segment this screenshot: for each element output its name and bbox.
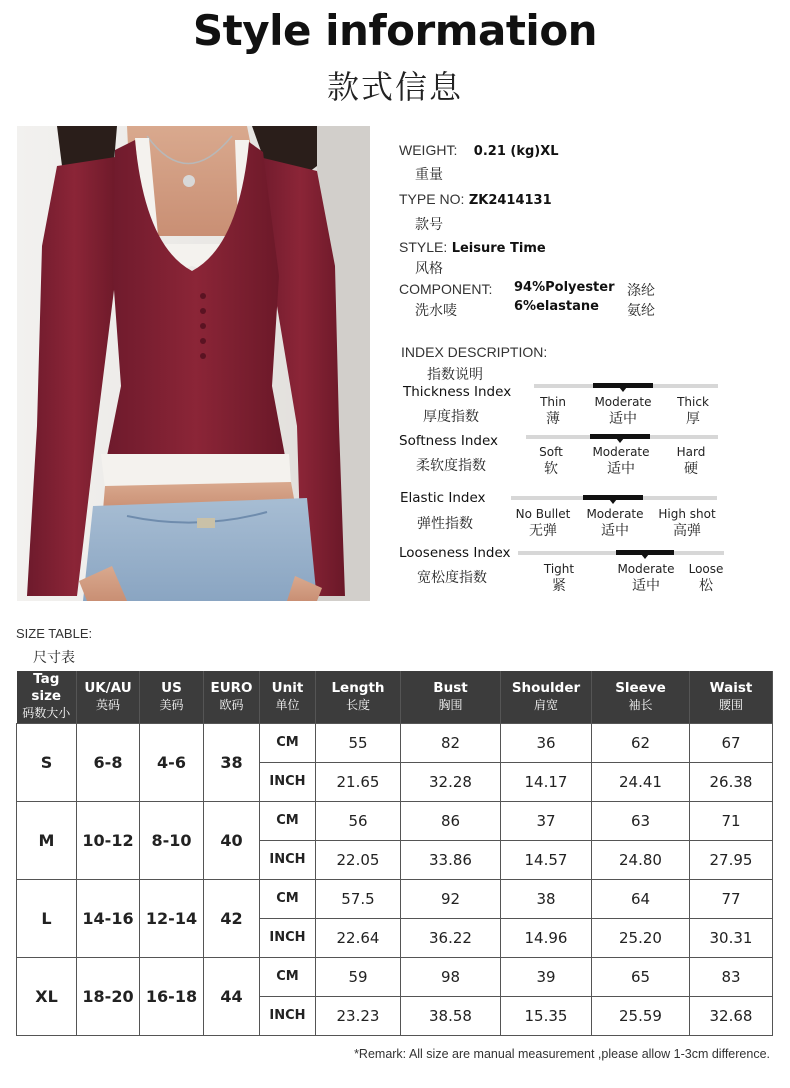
euro-cell: 44 — [204, 957, 260, 1035]
waist-cell: 83 — [690, 957, 773, 996]
sleeve-cell: 65 — [592, 957, 690, 996]
product-photo — [17, 126, 370, 601]
weight-value: 0.21 (kg)XL — [473, 144, 559, 159]
us-cell: 16-18 — [140, 957, 204, 1035]
sleeve-cell: 25.59 — [592, 996, 690, 1035]
type-label: TYPE NO: — [399, 191, 465, 207]
style-row — [399, 239, 546, 256]
looseness-option-loose: Loose 松 — [688, 562, 724, 594]
table-row — [17, 723, 773, 762]
bust-cell: 98 — [401, 957, 501, 996]
euro-cell: 40 — [204, 801, 260, 879]
thickness-scale — [534, 384, 718, 388]
bust-cell: 92 — [401, 879, 501, 918]
uk-cell: 10-12 — [77, 801, 140, 879]
style-cn: 风格 — [415, 261, 443, 277]
waist-cell: 71 — [690, 801, 773, 840]
page-title-cn: 款式信息 — [326, 68, 463, 106]
unit-cell: CM — [260, 957, 316, 996]
waist-cell: 67 — [690, 723, 773, 762]
table-row — [17, 801, 773, 840]
elastic-scale — [511, 496, 717, 500]
type-cn: 款号 — [415, 217, 443, 233]
elastic-option-moderate: Moderate 适中 — [586, 507, 644, 539]
thickness-marker-icon — [619, 387, 627, 392]
softness-index-label: Softness Index — [399, 433, 499, 449]
shoulder-cell: 14.96 — [501, 918, 592, 957]
page-title: Style information — [192, 6, 598, 55]
shoulder-cell: 38 — [501, 879, 592, 918]
remark-note: *Remark: All size are manual measurement ,please allow 1-3cm difference. — [354, 1047, 770, 1061]
shoulder-cell: 37 — [501, 801, 592, 840]
bust-cell: 33.86 — [401, 840, 501, 879]
waist-cell: 27.95 — [690, 840, 773, 879]
shoulder-cell: 15.35 — [501, 996, 592, 1035]
bust-cell: 38.58 — [401, 996, 501, 1035]
size-table-label-cn: 尺寸表 — [33, 650, 75, 666]
us-cell: 8-10 — [140, 801, 204, 879]
softness-marker-icon — [616, 438, 624, 443]
softness-option-hard: Hard 硬 — [676, 445, 706, 477]
type-row — [399, 191, 552, 208]
waist-cell: 32.68 — [690, 996, 773, 1035]
sleeve-cell: 25.20 — [592, 918, 690, 957]
weight-label: WEIGHT: — [399, 142, 458, 158]
euro-cell: 38 — [204, 723, 260, 801]
thickness-option-thick: Thick 厚 — [677, 395, 709, 427]
length-cell: 21.65 — [316, 762, 401, 801]
size-cell: M — [17, 801, 77, 879]
weight-row — [399, 142, 559, 159]
euro-cell: 42 — [204, 879, 260, 957]
elastic-index-label: Elastic Index — [400, 490, 486, 506]
size-cell: L — [17, 879, 77, 957]
unit-cell: CM — [260, 723, 316, 762]
thickness-index-label: Thickness Index — [403, 384, 512, 400]
component-1: 94%Polyester — [514, 280, 615, 295]
us-cell: 4-6 — [140, 723, 204, 801]
component-label: COMPONENT: — [399, 281, 493, 297]
looseness-index-label: Looseness Index — [399, 545, 511, 561]
elastic-index-cn: 弹性指数 — [417, 516, 473, 532]
thickness-option-moderate: Moderate 适中 — [594, 395, 652, 427]
uk-cell: 18-20 — [77, 957, 140, 1035]
header-uk-au: UK/AU 英码 — [77, 671, 140, 723]
table-row — [17, 879, 773, 918]
length-cell: 22.05 — [316, 840, 401, 879]
weight-cn: 重量 — [415, 167, 443, 183]
softness-option-soft: Soft 软 — [539, 445, 563, 477]
index-description-label: INDEX DESCRIPTION: — [401, 344, 548, 360]
product-illustration — [17, 126, 370, 601]
elastic-option-high-shot: High shot 高弹 — [658, 507, 716, 539]
unit-cell: INCH — [260, 918, 316, 957]
shoulder-cell: 14.17 — [501, 762, 592, 801]
bust-cell: 86 — [401, 801, 501, 840]
type-value: ZK2414131 — [468, 193, 552, 208]
bust-cell: 36.22 — [401, 918, 501, 957]
sleeve-cell: 62 — [592, 723, 690, 762]
size-cell: S — [17, 723, 77, 801]
component-1-cn: 涤纶 — [627, 283, 655, 299]
length-cell: 55 — [316, 723, 401, 762]
us-cell: 12-14 — [140, 879, 204, 957]
waist-cell: 26.38 — [690, 762, 773, 801]
size-table-header — [17, 671, 773, 723]
header-waist: Waist 腰围 — [690, 671, 773, 723]
softness-option-moderate: Moderate 适中 — [592, 445, 650, 477]
length-cell: 23.23 — [316, 996, 401, 1035]
header-unit: Unit 单位 — [260, 671, 316, 723]
unit-cell: INCH — [260, 762, 316, 801]
length-cell: 59 — [316, 957, 401, 996]
sleeve-cell: 63 — [592, 801, 690, 840]
bust-cell: 82 — [401, 723, 501, 762]
index-description-cn: 指数说明 — [427, 367, 483, 383]
component-2-cn: 氨纶 — [627, 303, 655, 319]
header-sleeve: Sleeve 袖长 — [592, 671, 690, 723]
elastic-marker-icon — [609, 499, 617, 504]
length-cell: 22.64 — [316, 918, 401, 957]
size-table — [16, 671, 773, 1036]
table-row — [17, 957, 773, 996]
length-cell: 57.5 — [316, 879, 401, 918]
header-tag-size: Tag size 码数大小 — [17, 671, 77, 723]
size-table-label: SIZE TABLE: — [16, 626, 93, 641]
style-value: Leisure Time — [451, 241, 546, 256]
shoulder-cell: 14.57 — [501, 840, 592, 879]
header-us: US 美码 — [140, 671, 204, 723]
style-label: STYLE: — [399, 239, 448, 255]
unit-cell: CM — [260, 801, 316, 840]
header-bust: Bust 胸围 — [401, 671, 501, 723]
header-euro: EURO 欧码 — [204, 671, 260, 723]
sleeve-cell: 24.80 — [592, 840, 690, 879]
softness-scale — [526, 435, 718, 439]
uk-cell: 6-8 — [77, 723, 140, 801]
elastic-option-no-bullet: No Bullet 无弹 — [515, 507, 571, 539]
sleeve-cell: 64 — [592, 879, 690, 918]
looseness-marker-icon — [641, 554, 649, 559]
shoulder-cell: 39 — [501, 957, 592, 996]
bust-cell: 32.28 — [401, 762, 501, 801]
looseness-option-moderate: Moderate 适中 — [617, 562, 675, 594]
looseness-scale — [518, 551, 724, 555]
unit-cell: INCH — [260, 996, 316, 1035]
unit-cell: CM — [260, 879, 316, 918]
softness-index-cn: 柔软度指数 — [416, 458, 486, 474]
unit-cell: INCH — [260, 840, 316, 879]
header-length: Length 长度 — [316, 671, 401, 723]
thickness-option-thin: Thin 薄 — [540, 395, 566, 427]
looseness-index-cn: 宽松度指数 — [417, 570, 487, 586]
waist-cell: 77 — [690, 879, 773, 918]
uk-cell: 14-16 — [77, 879, 140, 957]
shoulder-cell: 36 — [501, 723, 592, 762]
length-cell: 56 — [316, 801, 401, 840]
size-cell: XL — [17, 957, 77, 1035]
component-cn: 洗水唛 — [415, 303, 457, 319]
looseness-option-tight: Tight 紧 — [543, 562, 575, 594]
sleeve-cell: 24.41 — [592, 762, 690, 801]
waist-cell: 30.31 — [690, 918, 773, 957]
component-2: 6%elastane — [514, 299, 599, 314]
thickness-index-cn: 厚度指数 — [423, 409, 479, 425]
header-shoulder: Shoulder 肩宽 — [501, 671, 592, 723]
